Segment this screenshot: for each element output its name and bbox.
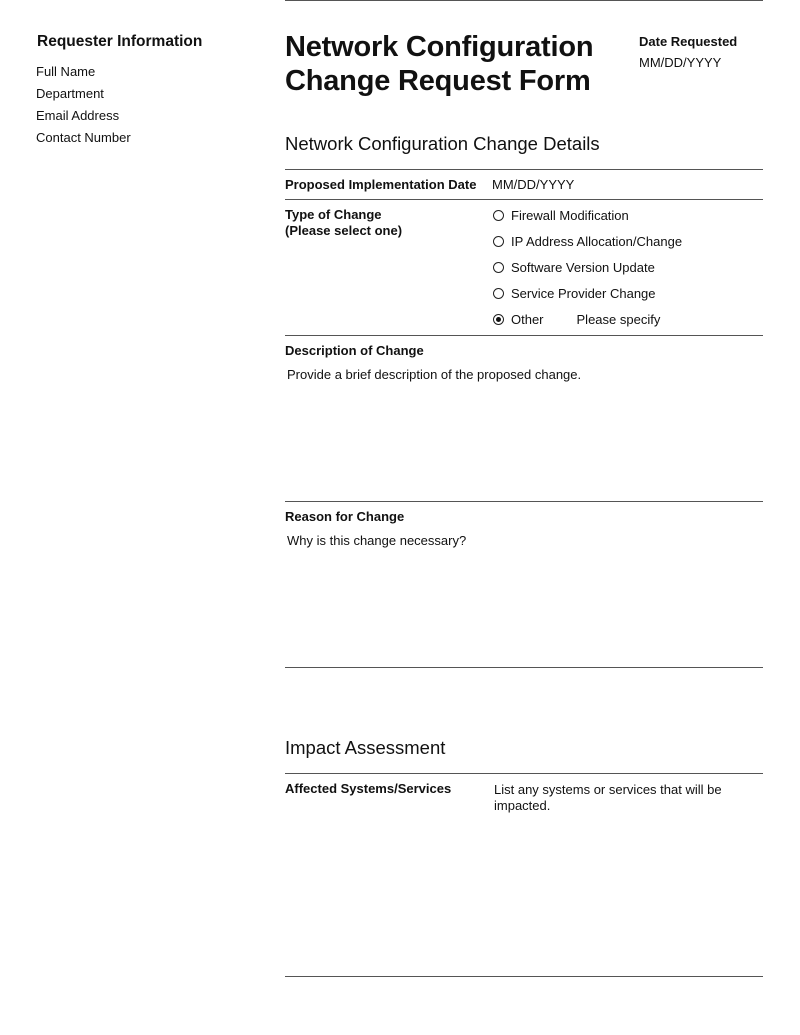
radio-unchecked-icon[interactable] — [493, 236, 504, 247]
divider — [285, 667, 763, 668]
radio-option-firewall-modification[interactable] — [493, 207, 629, 223]
divider — [285, 199, 763, 200]
radio-option-label: Software Version Update — [511, 259, 655, 275]
affected-systems-label: Affected Systems/Services — [285, 781, 452, 796]
radio-option-ip-address-allocation[interactable] — [493, 233, 682, 249]
affected-hint-line-2: impacted. — [494, 798, 551, 813]
implementation-date-label: Proposed Implementation Date — [285, 177, 477, 192]
divider — [285, 335, 763, 336]
radio-option-label: IP Address Allocation/Change — [511, 233, 683, 249]
radio-option-label: Firewall Modification — [511, 207, 629, 223]
type-of-change-label-line-1: Type of Change — [285, 207, 382, 222]
implementation-date-input[interactable]: MM/DD/YYYY — [492, 177, 575, 192]
date-requested-label: Date Requested — [639, 34, 738, 49]
divider — [285, 976, 763, 977]
department-field[interactable]: Department — [36, 86, 104, 101]
email-address-field[interactable]: Email Address — [36, 108, 120, 123]
impact-section-title: Impact Assessment — [285, 737, 446, 758]
page-title — [285, 30, 593, 98]
page-title-line-2: Change Request Form — [285, 65, 591, 97]
radio-unchecked-icon[interactable] — [493, 210, 504, 221]
affected-systems-textarea[interactable] — [494, 782, 722, 814]
divider — [285, 773, 763, 774]
radio-option-service-provider-change[interactable] — [493, 285, 656, 301]
radio-option-label: Other — [511, 311, 544, 327]
reason-label: Reason for Change — [285, 509, 405, 524]
radio-option-label: Service Provider Change — [511, 285, 656, 301]
radio-option-software-version-update[interactable] — [493, 259, 655, 275]
page-title-line-1: Network Configuration — [285, 31, 594, 63]
full-name-field[interactable]: Full Name — [36, 64, 96, 79]
divider — [285, 169, 763, 170]
description-textarea[interactable]: Provide a brief description of the proposed change. — [287, 367, 582, 382]
other-specify-input[interactable]: Please specify — [576, 311, 661, 327]
requester-info-heading: Requester Information — [37, 33, 203, 50]
radio-option-other[interactable] — [493, 311, 660, 327]
radio-checked-icon[interactable] — [493, 314, 504, 325]
divider — [285, 501, 763, 502]
description-label: Description of Change — [285, 343, 424, 358]
top-divider — [285, 0, 763, 1]
type-of-change-label-line-2: (Please select one) — [285, 223, 403, 238]
radio-unchecked-icon[interactable] — [493, 262, 504, 273]
type-of-change-label — [285, 207, 402, 239]
affected-hint-line-1: List any systems or services that will be — [494, 782, 722, 797]
reason-textarea[interactable]: Why is this change necessary? — [287, 533, 467, 548]
details-section-title: Network Configuration Change Details — [285, 133, 600, 154]
radio-unchecked-icon[interactable] — [493, 288, 504, 299]
contact-number-field[interactable]: Contact Number — [36, 130, 131, 145]
date-requested-input[interactable]: MM/DD/YYYY — [639, 55, 722, 70]
